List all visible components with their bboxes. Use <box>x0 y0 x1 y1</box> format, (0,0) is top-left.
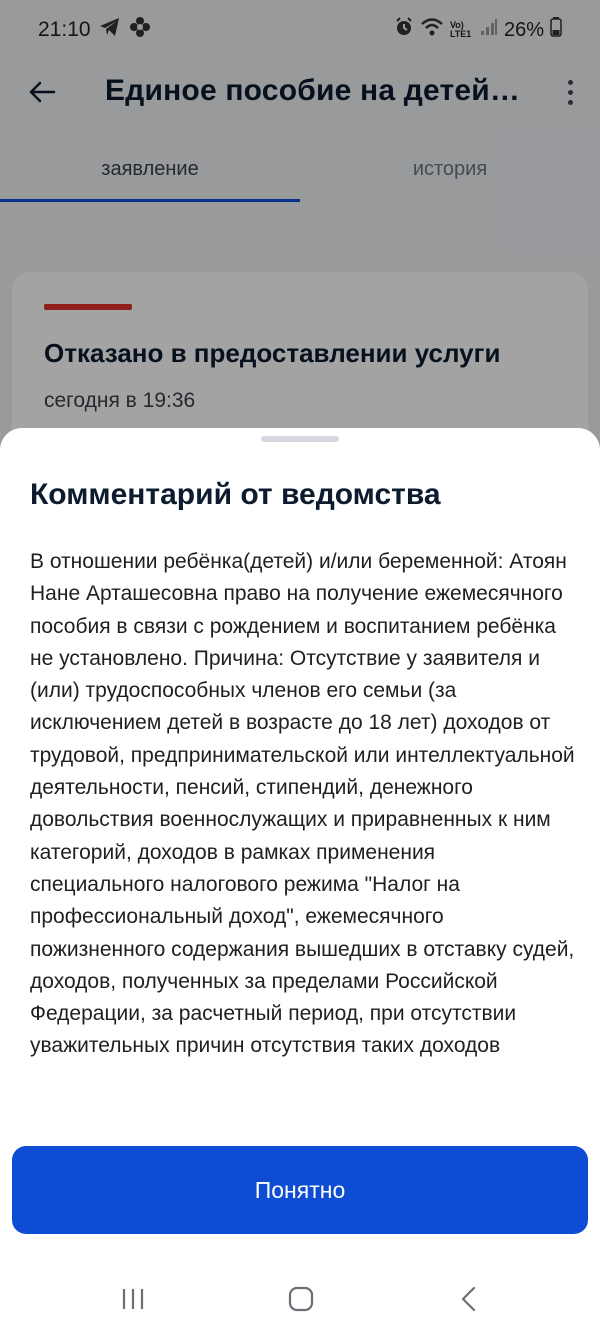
system-nav-bar <box>0 1262 600 1332</box>
tab-application[interactable]: заявление <box>0 140 300 202</box>
ok-button[interactable]: Понятно <box>12 1146 588 1234</box>
tab-history[interactable]: история <box>412 158 488 180</box>
status-title: Отказано в предоставлении услуги <box>44 338 501 368</box>
page-title: Единое пособие на детей… <box>105 74 521 107</box>
recent-apps-icon[interactable] <box>113 1282 153 1316</box>
status-time-label: сегодня в 19:36 <box>44 389 196 412</box>
home-icon[interactable] <box>281 1282 321 1316</box>
network-label: Vo) LTE1 <box>449 20 472 39</box>
bottom-sheet <box>0 428 600 1332</box>
drag-handle[interactable] <box>261 436 339 442</box>
battery-percent: 26% <box>503 18 544 41</box>
sheet-title: Комментарий от ведомства <box>30 478 441 511</box>
back-icon[interactable] <box>449 1282 489 1316</box>
status-time: 21:10 <box>38 18 91 41</box>
sheet-comment-text: В отношении ребёнка(детей) и/или беременной: Атоян Нане Арташесовна право на получение ежемесячного пособия в связи с рождением и воспитанием ребёнка не установлено. Причина: Отсутствие у заявителя и (или) трудоспособных членов его семьи (за исключением детей в возрасте до 18 лет) доходов от трудовой, предпринимательской или интеллектуальной деятельности, пенсий, стипендий, денежного довольствия военнослужащих и приравненных к ним категорий, доходов в рамках применения специального налогового режима "Налог на профессиональный доход", ежемесячного пожизненного содержания вышедших в отставку судей, доходов, полученных за пределами Российской Федерации, за расчетный период, при отсутствии уважительных причин отсутствия таких доходов <box>30 550 575 1058</box>
